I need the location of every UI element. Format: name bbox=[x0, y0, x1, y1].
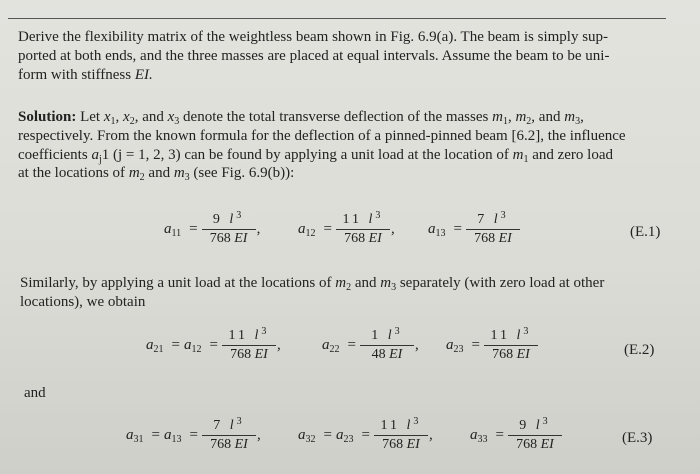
equation-a33: $a_{33}$ = $\frac{9 l^3}{768 EI}$ bbox=[470, 418, 562, 453]
equation-a11: $a_{11}$ = $\frac{9 l^3}{768 EI}$ , bbox=[164, 210, 261, 246]
solution-label: Solution: bbox=[18, 109, 77, 125]
equation-a21: $a_{21}$ = $a_{12}$ = $\frac{11 l^3}{768 EI}$ , bbox=[146, 326, 281, 362]
solution-paragraph: Solution: Let $x_1$, $x_2$, and $x_3$ denote the total transverse deflection of the masses $m_1$, $m_2$, and $m_3$, respectively. From the known formula for the deflection of a pinned-pinned beam [6.2], the influence coefficients $a_j1$ (j = 1, 2, 3) can be found by applying a unit load at the location of $m_1$ and zero load at the locations of $m_2$ and $m_3$ (see Fig. 6.9(b)): bbox=[18, 109, 626, 184]
equation-a23: $a_{23}$ = $\frac{11 l^3}{768 EI}$ bbox=[446, 328, 538, 363]
and-connector: and bbox=[24, 385, 46, 401]
similarly-paragraph: Similarly, by applying a unit load at the locations of $m_2$ and $m_3$ separately (with zero load at other locations), we obtain bbox=[20, 275, 605, 310]
equation-a12: $a_{12}$ = $\frac{11 l^3}{768 EI}$ , bbox=[298, 210, 395, 246]
problem-statement: Derive the flexibility matrix of the weightless beam shown in Fig. 6.9(a). The beam is simply sup- ported at both ends, and the three masses are placed at equal intervals. Assume the beam to be uni- form with stiffness EI. bbox=[18, 29, 610, 83]
equation-tag-e3: (E.3) bbox=[622, 430, 653, 446]
equation-tag-e1: (E.1) bbox=[630, 224, 661, 240]
top-rule bbox=[8, 18, 666, 19]
equation-a22: $a_{22}$ = $\frac{1 l^3}{48 EI}$ , bbox=[322, 326, 419, 362]
equation-a31: $a_{31}$ = $a_{13}$ = $\frac{7 l^3}{768 EI}$ , bbox=[126, 416, 261, 452]
equation-tag-e2: (E.2) bbox=[624, 342, 655, 358]
equation-a32: $a_{32}$ = $a_{23}$ = $\frac{11 l^3}{768 EI}$ , bbox=[298, 416, 433, 452]
equation-a13: $a_{13}$ = $\frac{7 l^3}{768 EI}$ bbox=[428, 212, 520, 247]
